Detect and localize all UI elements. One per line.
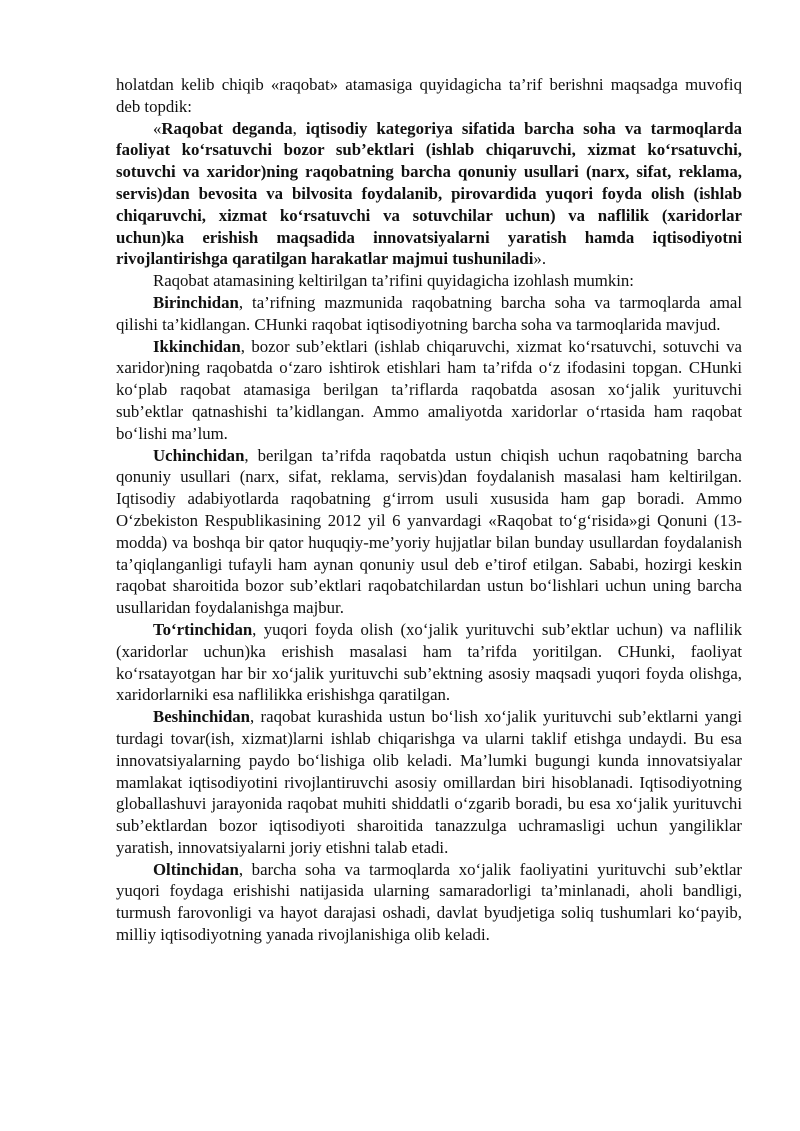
definition-comma: , (292, 118, 306, 138)
point-text: , ta’rifning mazmunida raqobatning barcha soha va tarmoqlarda amal qilishi ta’kidlangan. CHunki raqobat iqtisodiyotning barcha soha va tarmoqlarida mavjud. (116, 292, 742, 334)
document-page (116, 74, 742, 946)
point-term: Beshinchidan (153, 707, 251, 727)
point-paragraph-5 (116, 706, 742, 859)
point-text: , berilgan ta’rifda raqobatda ustun chiqish uchun raqobatning barcha qonuniy usullari (narx, sifat, reklama, servis)dan foydalanish masalasi ham keltirilgan. Iqtisodiy adabiyotlarda raqobatning g‘irrom usuli xususida ham gap boradi. Ammo O‘zbekiston Respublikasining 2012 yil 6 yanvardagi «Raqobat to‘g‘risida»gi Qonuni (13-modda) va boshqa bir qator huquqiy-me’yoriy hujjatlar bilan bunday usullardan foydalanish ta’qiqlanganligi tufayli ham aynan qonuniy usul deb e’tirof etilgan. Sababi, hozirgi keskin raqobat sharoitida bozor sub’ektlari raqobatchilardan ustun bo‘lishlari uchun uning barcha usullaridan foydalanishga majbur. (116, 445, 742, 618)
point-paragraph-6 (116, 859, 742, 946)
definition-term: Raqobat deganda (161, 118, 293, 138)
definition-close-quote: ». (533, 249, 547, 269)
point-term: Oltinchidan (153, 859, 239, 879)
point-paragraph-4 (116, 619, 742, 706)
point-paragraph-2 (116, 336, 742, 445)
definition-paragraph (116, 118, 742, 271)
point-term: To‘rtinchidan (153, 619, 253, 639)
lead-paragraph: Raqobat atamasining keltirilgan ta’rifini quyidagicha izohlash mumkin: (153, 271, 634, 291)
point-paragraph-3 (116, 445, 742, 619)
point-text: , raqobat kurashida ustun bo‘lish xo‘jalik yurituvchi sub’ektlarni yangi turdagi tovar(ish, xizmat)larni ishlab chiqarishga va ularni taklif etishga undaydi. Bu esa innovatsiyalarning paydo bo‘lishiga olib keladi. Ma’lumki bugungi kunda innovatsiyalar mamlakat iqtisodiyotini rivojlantiruvchi asosiy omillardan biri hisoblanadi. Iqtisodiyotning globallashuvi jarayonida raqobat muhiti shiddatli o‘zgarib boradi, bu esa xo‘jalik yurituvchi sub’ektlardan bozor iqtisodiyoti sharoitida tanazzulga uchramasligi uchun yangiliklar yaratish, innovatsiyalarni joriy etishni talab etadi. (116, 707, 742, 857)
definition-body: iqtisodiy kategoriya sifatida barcha soha va tarmoqlarda faoliyat ko‘rsatuvchi bozor sub’ektlari (ishlab chiqaruvchi, xizmat ko‘rsatuvchi, sotuvchi va xaridor)ning raqobatning barcha qonuniy usullari (narx, sifat, reklama, servis)dan bevosita va bilvosita foydalanib, pirovardida yuqori foyda olish (ishlab chiqaruvchi, xizmat ko‘rsatuvchi va sotuvchilar uchun) va naflilik (xaridorlar uchun)ka erishish maqsadida innovatsiyalarni yaratish hamda iqtisodiyotni rivojlantirishga qaratilgan harakatlar majmui tushuniladi (116, 118, 742, 269)
point-text: , yuqori foyda olish (xo‘jalik yurituvchi sub’ektlar uchun) va naflilik (xaridorlar uchun)ka erishish masalasi ham ta’rifda yoritilgan. CHunki, faoliyat ko‘rsatayotgan har bir xo‘jalik yurituvchi sub’ektning asosiy maqsadi yuqori foyda olishga, xaridorlarniki esa naflilikka erishishga qaratilgan. (116, 619, 742, 705)
point-text: , barcha soha va tarmoqlarda xo‘jalik faoliyatini yurituvchi sub’ektlar yuqori foydaga erishishi natijasida ularning samaradorligi ta’minlanadi, aholi bandligi, turmush farovonligi va hayot darajasi oshadi, davlat byudjetiga soliq tushumlari ko‘payib, milliy iqtisodiyotning yanada rivojlanishiga olib keladi. (116, 859, 742, 945)
definition-open-quote: « (153, 118, 162, 138)
point-term: Birinchidan (153, 292, 239, 312)
intro-paragraph: holatdan kelib chiqib «raqobat» atamasiga quyidagicha ta’rif berishni maqsadga muvofiq deb topdik: (116, 75, 742, 116)
point-term: Uchinchidan (153, 445, 245, 465)
point-paragraph-1 (116, 292, 742, 336)
point-term: Ikkinchidan (153, 336, 241, 356)
point-text: , bozor sub’ektlari (ishlab chiqaruvchi, xizmat ko‘rsatuvchi, sotuvchi va xaridor)ning raqobatda o‘zaro ishtirok etishlari ham ta’rifda o‘z ifodasini topgan. CHunki ko‘plab raqobat atamasiga berilgan ta’riflarda raqobatda asosan xo‘jalik yurituvchi sub’ektlar qatnashishi ta’kidlangan. Ammo amaliyotda xaridorlar o‘rtasida ham raqobat bo‘lishi ma’lum. (116, 336, 742, 443)
